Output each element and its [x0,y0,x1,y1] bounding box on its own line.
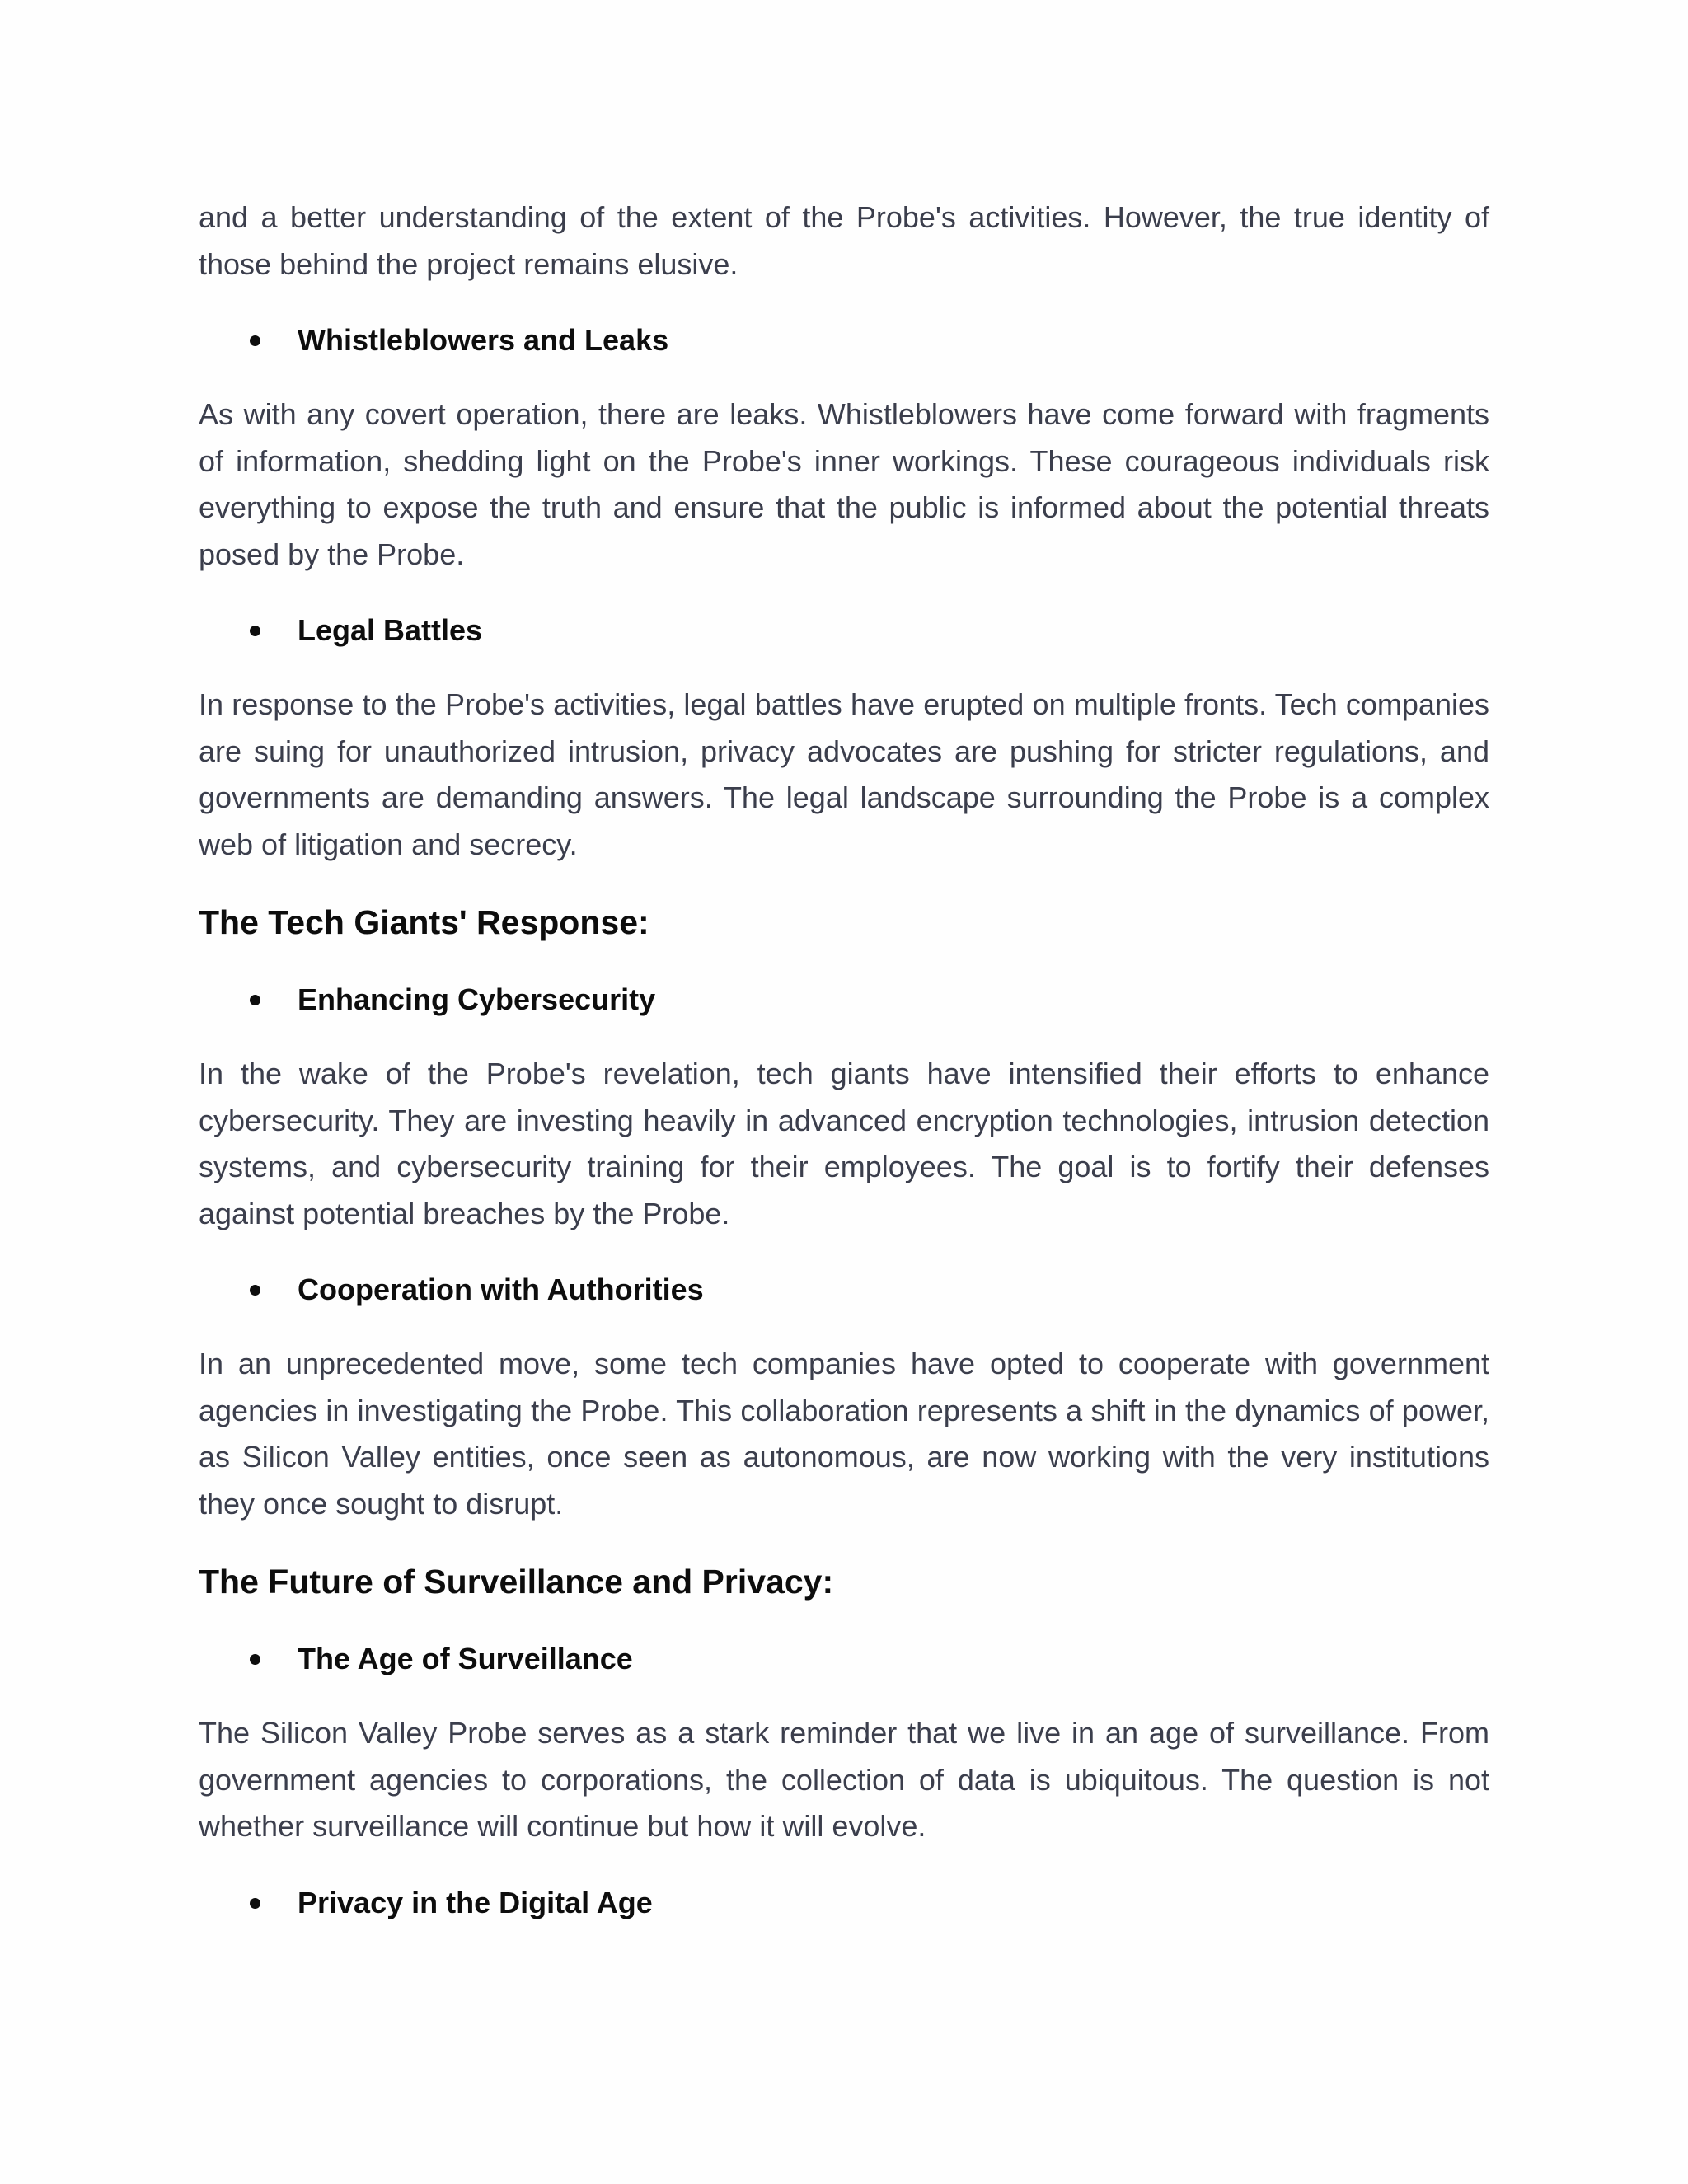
bullet-dot-icon [250,1898,260,1909]
bullet-label: Legal Battles [298,613,483,647]
section-heading-tech-giants: The Tech Giants' Response: [199,903,649,941]
bullet-cooperation [199,1267,1489,1313]
bullet-label: Enhancing Cybersecurity [298,982,656,1016]
intro-paragraph: and a better understanding of the extent of the Probe's activities. However, the true identity of those behind the project remains elusive. [199,200,1489,281]
bullet-cybersecurity [199,977,1489,1023]
bullet-dot-icon [250,626,260,636]
paragraph-cooperation: In an unprecedented move, some tech companies have opted to cooperate with government agencies in investigating the Probe. This collaboration represents a shift in the dynamics of power, as Silicon Valley entities, once seen as autonomous, are now working with the very institutions they once sought to disrupt. [199,1347,1489,1521]
paragraph-age-of-surveillance: The Silicon Valley Probe serves as a stark reminder that we live in an age of surveillance. From government agencies to corporations, the collection of data is ubiquitous. The question is not whether surveillance will continue but how it will evolve. [199,1716,1489,1843]
paragraph-legal-battles: In response to the Probe's activities, legal battles have erupted on multiple fronts. Tech companies are suing for unauthorized intrusion, privacy advocates are pushing for stricter regulations, and governments are demanding answers. The legal landscape surrounding the Probe is a complex web of litigation and secrecy. [199,687,1489,861]
bullet-whistleblowers [199,317,1489,363]
bullet-dot-icon [250,335,260,346]
bullet-dot-icon [250,995,260,1005]
bullet-dot-icon [250,1654,260,1665]
paragraph-cybersecurity: In the wake of the Probe's revelation, tech giants have intensified their efforts to enhance cybersecurity. They are investing heavily in advanced encryption technologies, intrusion detection systems, and cybersecurity training for their employees. The goal is to fortify their defenses against potential breaches by the Probe. [199,1057,1489,1230]
bullet-label: Privacy in the Digital Age [298,1885,653,1919]
paragraph-whistleblowers: As with any covert operation, there are leaks. Whistleblowers have come forward with fragments of information, shedding light on the Probe's inner workings. These courageous individuals risk everything to expose the truth and ensure that the public is informed about the potential threats posed by the Probe. [199,397,1489,571]
section-heading-future: The Future of Surveillance and Privacy: [199,1563,834,1601]
bullet-label: Cooperation with Authorities [298,1272,704,1306]
bullet-legal-battles [199,607,1489,654]
bullet-privacy-digital-age [199,1880,1489,1926]
bullet-label: The Age of Surveillance [298,1642,633,1675]
bullet-age-of-surveillance [199,1636,1489,1682]
document-body [199,194,1489,1926]
bullet-dot-icon [250,1285,260,1296]
bullet-label: Whistleblowers and Leaks [298,323,669,357]
